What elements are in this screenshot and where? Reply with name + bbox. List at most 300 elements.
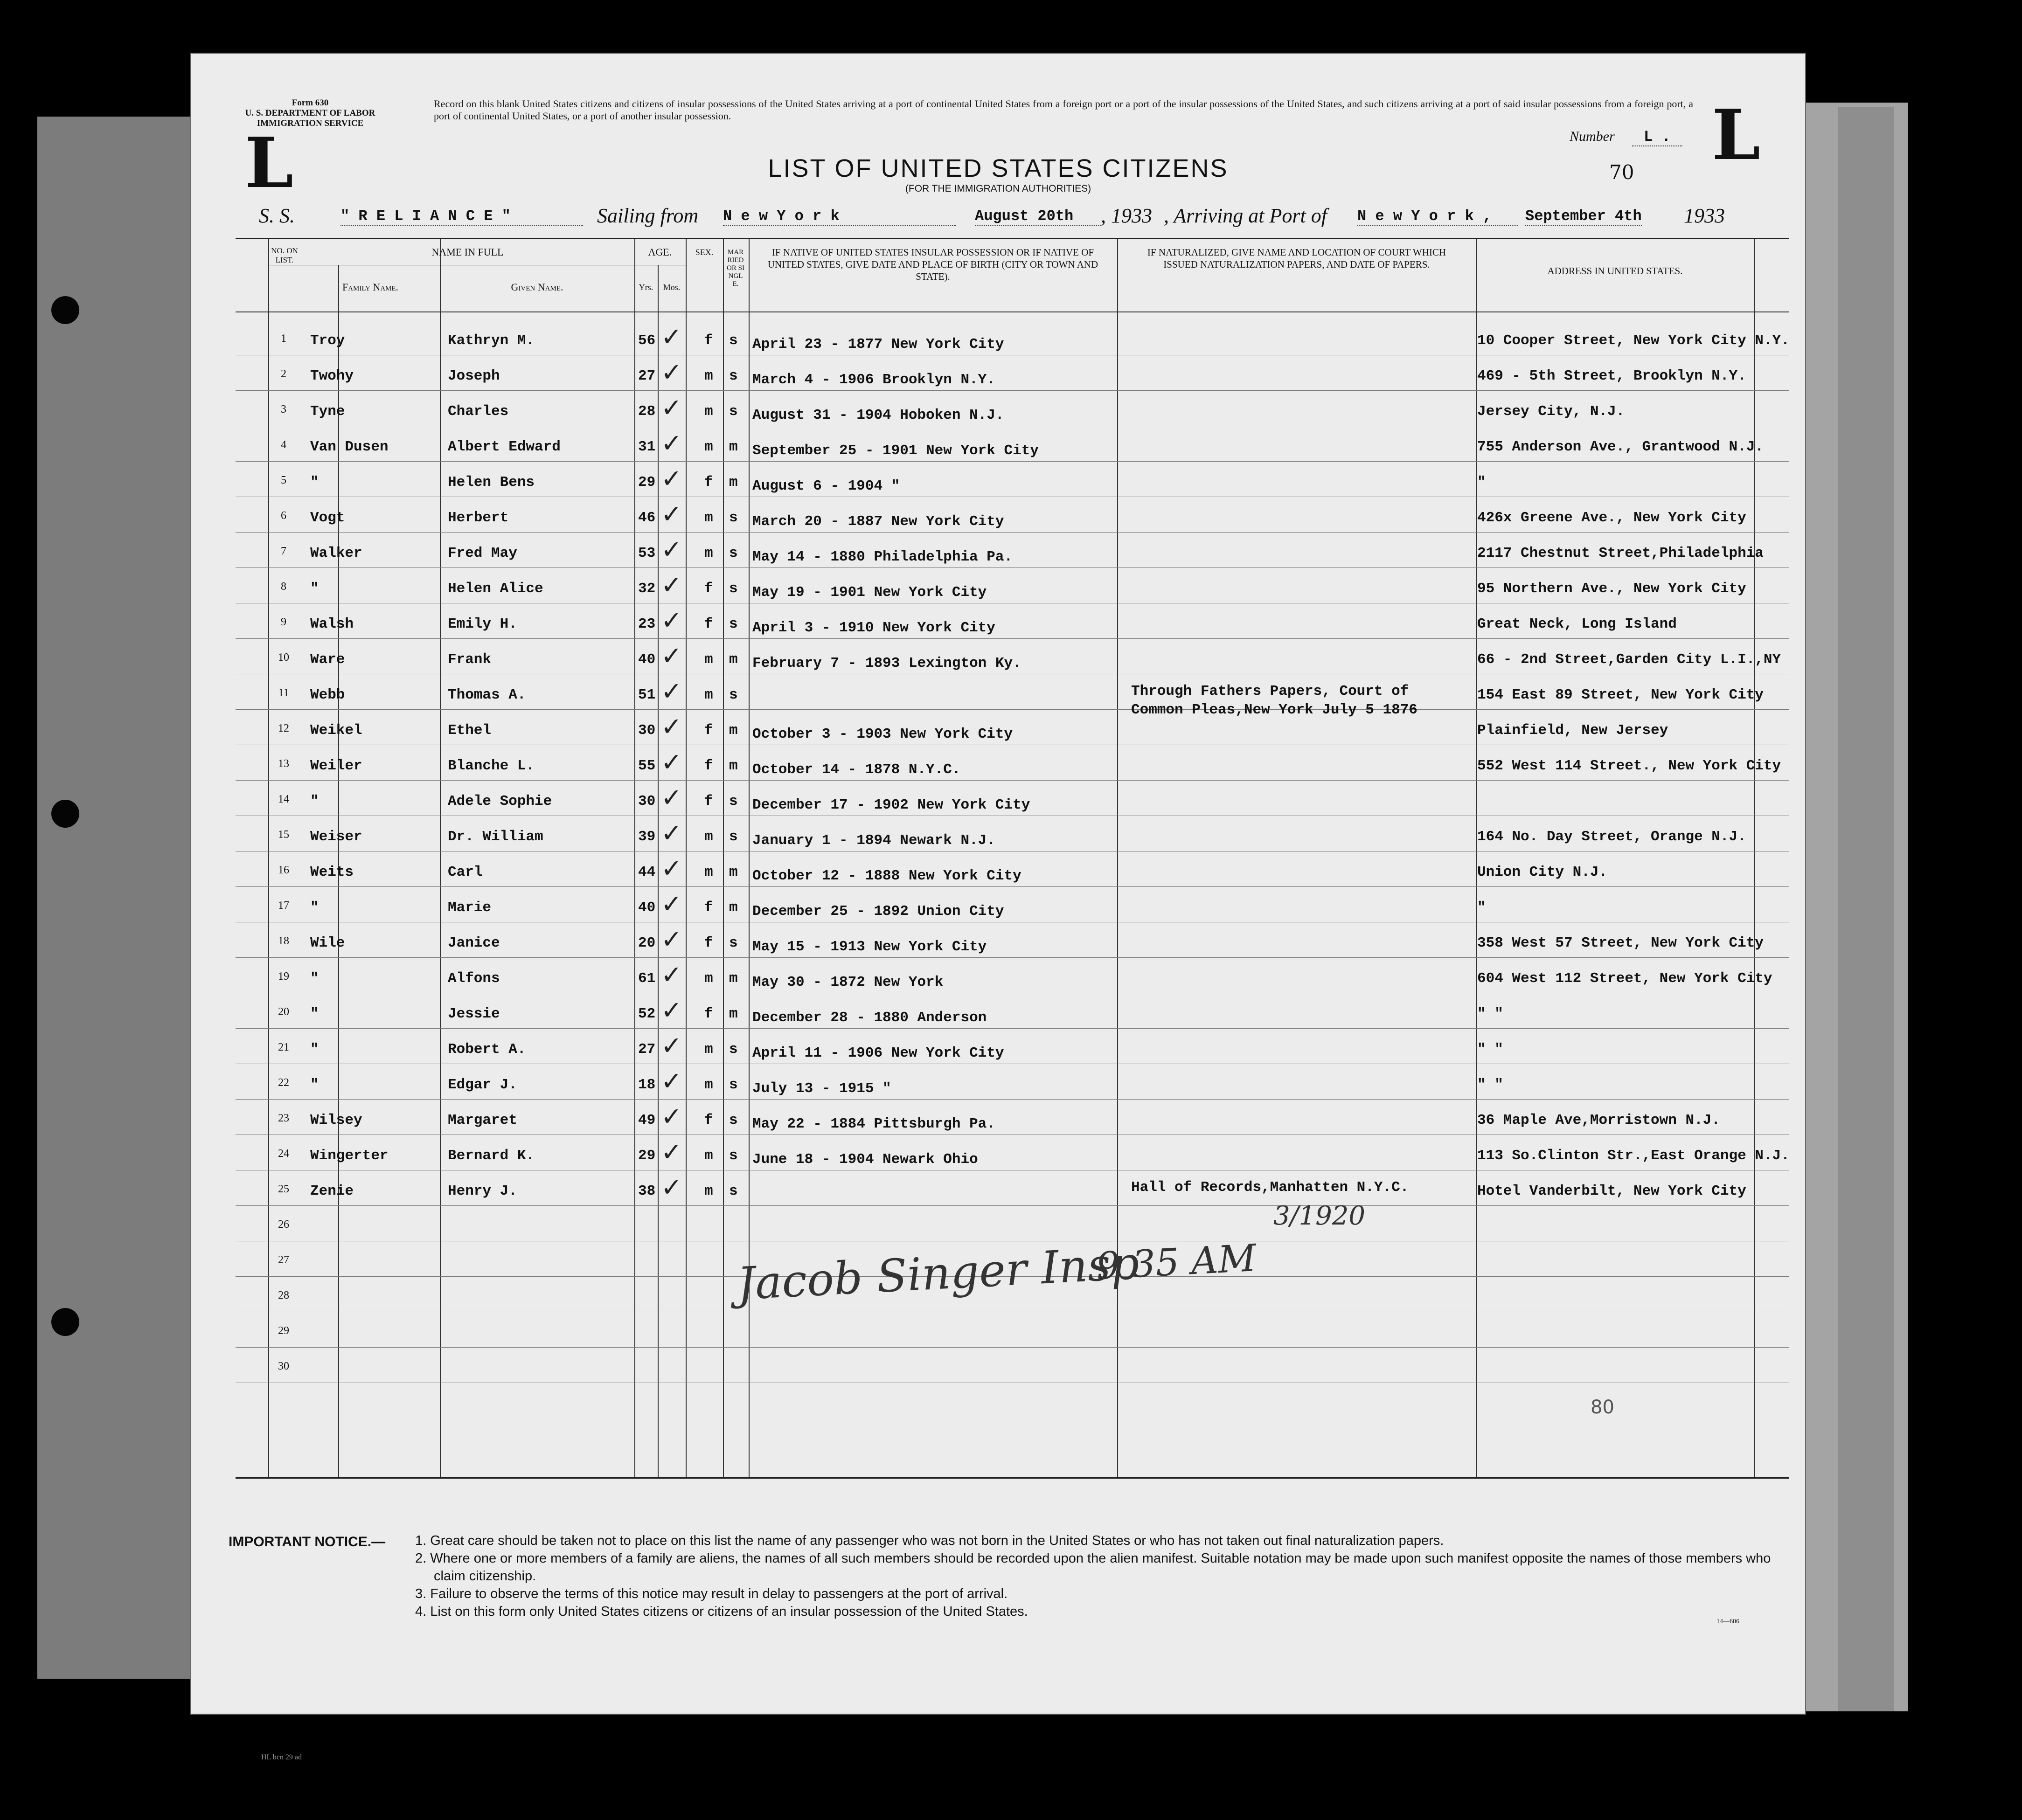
cell-no: 2 — [281, 368, 286, 380]
cell-sex: m — [704, 864, 713, 880]
page-title: LIST OF UNITED STATES CITIZENS — [768, 154, 1229, 182]
cell-family: Tyne — [310, 403, 345, 420]
cell-addr: 358 West 57 Street, New York City — [1477, 935, 1764, 951]
cell-age: 28 — [638, 403, 656, 420]
cell-sex: m — [704, 545, 713, 561]
cell-sex: m — [704, 970, 713, 987]
sailing-label: Sailing from — [597, 204, 699, 227]
notice-item: 3. Failure to observe the terms of this notice may result in delay to passengers at the port of arrival. — [415, 1586, 1008, 1601]
cell-ms: s — [729, 829, 738, 845]
cell-age: 29 — [638, 1148, 656, 1164]
cell-naturalized: Through Fathers Papers, Court of Common Pleas,New York July 5 1876 — [1131, 683, 1417, 718]
cell-age: 52 — [638, 1006, 656, 1022]
cell-age: 53 — [638, 545, 656, 561]
cell-family: Ware — [310, 651, 345, 668]
cell-no: 16 — [278, 864, 289, 876]
cell-addr: Plainfield, New Jersey — [1477, 722, 1668, 739]
check-mark-icon: ✓ — [661, 747, 682, 777]
page-subtitle: (FOR THE IMMIGRATION AUTHORITIES) — [905, 183, 1091, 194]
cell-age: 27 — [638, 368, 656, 384]
cell-addr: 66 - 2nd Street,Garden City L.I.,NY — [1477, 651, 1781, 668]
cell-family: " — [310, 970, 319, 987]
check-mark-icon: ✓ — [661, 996, 682, 1025]
cell-sex: m — [704, 368, 713, 384]
cell-age: 40 — [638, 900, 656, 916]
cell-no: 25 — [278, 1183, 289, 1195]
header-rule — [236, 311, 1789, 312]
cell-addr: 95 Northern Ave., New York City — [1477, 581, 1746, 597]
instructions-text: Record on this blank United States citizens and citizens of insular possessions of the United States arriving at a port of continental United States from a foreign port or a port of the insular possessions of the United States, and such citizens arriving at a port of said insular possessions from a foreign port, a port of continental United States, or a port of another insular possession. — [434, 98, 1693, 122]
cell-no: 18 — [278, 935, 289, 947]
cell-birth: August 6 - 1904 " — [752, 478, 900, 494]
check-mark-icon: ✓ — [661, 818, 682, 848]
cell-age: 23 — [638, 616, 656, 632]
cell-birth: March 4 - 1906 Brooklyn N.Y. — [752, 372, 995, 388]
cell-family: " — [310, 1006, 319, 1022]
cell-no: 1 — [281, 332, 286, 345]
cell-no: 19 — [278, 970, 289, 983]
notice-title: IMPORTANT NOTICE.— — [229, 1534, 386, 1550]
check-mark-icon: ✓ — [661, 570, 682, 600]
check-mark-icon: ✓ — [661, 1031, 682, 1060]
row-rule — [236, 1205, 1789, 1206]
col-header-yrs: Yrs. — [639, 283, 653, 292]
cell-sex: f — [704, 758, 713, 774]
cell-no: 22 — [278, 1077, 289, 1089]
cell-addr: 469 - 5th Street, Brooklyn N.Y. — [1477, 368, 1746, 384]
cell-family: Webb — [310, 687, 345, 703]
check-mark-icon: ✓ — [661, 925, 682, 954]
check-mark-icon: ✓ — [661, 1102, 682, 1131]
cell-no: 7 — [281, 545, 286, 557]
cell-given: Joseph — [448, 368, 500, 384]
col-rule — [1117, 239, 1118, 1477]
inspection-time: 9 35 AM — [1095, 1236, 1258, 1288]
col-header-mos: Mos. — [663, 283, 681, 292]
cell-addr: 10 Cooper Street, New York City N.Y. — [1477, 332, 1790, 349]
cell-ms: s — [729, 368, 738, 384]
cell-ms: s — [729, 1077, 738, 1093]
col-rule — [1754, 239, 1755, 1477]
cell-no: 13 — [278, 758, 289, 770]
cell-age: 30 — [638, 793, 656, 810]
cell-no: 4 — [281, 439, 286, 451]
cell-ms: m — [729, 722, 738, 739]
cell-family: " — [310, 581, 319, 597]
cell-no: 24 — [278, 1148, 289, 1160]
cell-sex: f — [704, 474, 713, 491]
cell-addr: 2117 Chestnut Street,Philadelphia — [1477, 545, 1764, 561]
cell-no: 15 — [278, 829, 289, 841]
handwritten-date: 3/1920 — [1273, 1201, 1366, 1231]
cell-no: 12 — [278, 722, 289, 734]
col-header-married: MARRIED OR SINGLE. — [727, 249, 744, 288]
check-mark-icon: ✓ — [661, 322, 682, 352]
check-mark-icon: ✓ — [661, 499, 682, 529]
cell-birth: May 19 - 1901 New York City — [752, 584, 987, 601]
cell-given: Blanche L. — [448, 758, 535, 774]
cell-family: Weiler — [310, 758, 362, 774]
check-mark-icon: ✓ — [661, 429, 682, 458]
cell-ms: s — [729, 332, 738, 349]
cell-given: Robert A. — [448, 1041, 526, 1058]
list-letter-right: L — [1712, 94, 1761, 175]
cell-addr: Union City N.J. — [1477, 864, 1608, 880]
check-mark-icon: ✓ — [661, 606, 682, 635]
cell-age: 44 — [638, 864, 656, 880]
cell-no: 20 — [278, 1006, 289, 1018]
inspector-signature: Jacob Singer Insp — [736, 1237, 1141, 1310]
cell-family: " — [310, 793, 319, 810]
cell-addr: 552 West 114 Street., New York City — [1477, 758, 1781, 774]
cell-family: Troy — [310, 332, 345, 349]
cell-addr: Hotel Vanderbilt, New York City — [1477, 1183, 1746, 1199]
cell-sex: m — [704, 1183, 713, 1199]
cell-addr: " " — [1477, 1006, 1503, 1022]
row-rule — [236, 638, 1789, 639]
check-mark-icon: ✓ — [661, 464, 682, 493]
check-mark-icon: ✓ — [661, 889, 682, 919]
cell-birth: April 23 - 1877 New York City — [752, 336, 1004, 353]
check-mark-icon: ✓ — [661, 783, 682, 812]
service-label: IMMIGRATION SERVICE — [257, 118, 364, 128]
cell-ms: m — [729, 758, 738, 774]
row-rule — [236, 957, 1789, 958]
cell-ms: s — [729, 403, 738, 420]
cell-age: 55 — [638, 758, 656, 774]
cell-given: Adele Sophie — [448, 793, 552, 810]
col-rule — [1476, 239, 1477, 1477]
row-rule — [236, 1099, 1789, 1100]
number-label — [1570, 128, 1682, 145]
check-mark-icon: ✓ — [661, 641, 682, 671]
cell-addr: " — [1477, 474, 1486, 491]
cell-ms: m — [729, 651, 738, 668]
cell-sex: m — [704, 439, 713, 455]
cell-sex: f — [704, 616, 713, 632]
cell-given: Carl — [448, 864, 483, 880]
cell-family: Weikel — [310, 722, 362, 739]
cell-addr: 604 West 112 Street, New York City — [1477, 970, 1772, 987]
check-mark-icon: ✓ — [661, 1173, 682, 1202]
cell-birth: December 17 - 1902 New York City — [752, 797, 1030, 813]
cell-no: 29 — [278, 1325, 289, 1337]
cell-sex: f — [704, 332, 713, 349]
check-mark-icon: ✓ — [661, 1066, 682, 1096]
cell-sex: m — [704, 510, 713, 526]
back-sheet-far-right — [1838, 107, 1894, 1711]
cell-ms: m — [729, 474, 738, 491]
cell-sex: f — [704, 1112, 713, 1128]
cell-no: 28 — [278, 1289, 289, 1301]
list-letter-left: L — [245, 122, 294, 203]
cell-ms: s — [729, 935, 738, 951]
cell-no: 6 — [281, 510, 286, 522]
cell-addr: 164 No. Day Street, Orange N.J. — [1477, 829, 1746, 845]
cell-ms: s — [729, 793, 738, 810]
cell-given: Margaret — [448, 1112, 517, 1128]
cell-sex: m — [704, 651, 713, 668]
cell-ms: s — [729, 687, 738, 703]
number-label-text: Number — [1570, 129, 1615, 144]
cell-birth: October 3 - 1903 New York City — [752, 726, 1013, 742]
binder-hole — [51, 296, 79, 324]
cell-addr: Great Neck, Long Island — [1477, 616, 1677, 632]
cell-age: 61 — [638, 970, 656, 987]
cell-age: 40 — [638, 651, 656, 668]
cell-birth: October 14 - 1878 N.Y.C. — [752, 761, 961, 778]
cell-no: 8 — [281, 581, 286, 593]
col-rule — [634, 239, 635, 1477]
number-value: L . — [1632, 128, 1682, 146]
row-rule — [236, 567, 1789, 568]
cell-age: 27 — [638, 1041, 656, 1058]
cell-addr: 755 Anderson Ave., Grantwood N.J. — [1477, 439, 1764, 455]
cell-family: Walsh — [310, 616, 354, 632]
col-header-address: ADDRESS IN UNITED STATES. — [1547, 265, 1683, 277]
cell-ms: s — [729, 510, 738, 526]
cell-given: Henry J. — [448, 1183, 517, 1199]
check-mark-icon: ✓ — [661, 712, 682, 741]
cell-sex: f — [704, 793, 713, 810]
to-port: N e w Y o r k , — [1357, 208, 1518, 226]
check-mark-icon: ✓ — [661, 358, 682, 387]
cell-no: 21 — [278, 1041, 289, 1053]
cell-given: Charles — [448, 403, 509, 420]
cell-no: 17 — [278, 900, 289, 912]
notice-item: 4. List on this form only United States citizens or citizens of an insular possession of the United States. — [415, 1604, 1028, 1619]
col-rule — [723, 239, 724, 1477]
cell-sex: m — [704, 829, 713, 845]
cell-given: Marie — [448, 900, 492, 916]
check-mark-icon: ✓ — [661, 677, 682, 706]
cell-given: Alfons — [448, 970, 500, 987]
binder-hole — [51, 1308, 79, 1336]
row-rule — [236, 1028, 1789, 1029]
cell-family: " — [310, 900, 319, 916]
cell-ms: s — [729, 616, 738, 632]
check-mark-icon: ✓ — [661, 535, 682, 564]
cell-age: 32 — [638, 581, 656, 597]
cell-family: " — [310, 474, 319, 491]
cell-family: Weiser — [310, 829, 362, 845]
cell-sex: m — [704, 1077, 713, 1093]
cell-ms: m — [729, 1006, 738, 1022]
stamp-number: 80 — [1591, 1397, 1614, 1418]
cell-birth: May 15 - 1913 New York City — [752, 939, 987, 955]
cell-no: 11 — [278, 687, 289, 699]
cell-given: Kathryn M. — [448, 332, 535, 349]
col-header-naturalized: IF NATURALIZED, GIVE NAME AND LOCATION OF COURT WHICH ISSUED NATURALIZATION PAPERS, AND DATE OF PAPERS. — [1147, 247, 1446, 270]
cell-given: Fred May — [448, 545, 517, 561]
cell-given: Frank — [448, 651, 492, 668]
col-header-birth: IF NATIVE OF UNITED STATES INSULAR POSSESSION OR IF NATIVE OF UNITED STATES, GIVE DATE AND PLACE OF BIRTH (CITY OR TOWN AND STATE). — [767, 247, 1098, 282]
cell-sex: f — [704, 581, 713, 597]
cell-given: Helen Bens — [448, 474, 535, 491]
cell-birth: June 18 - 1904 Newark Ohio — [752, 1151, 978, 1168]
cell-ms: m — [729, 439, 738, 455]
cell-family: Weits — [310, 864, 354, 880]
cell-age: 56 — [638, 332, 656, 349]
cell-addr: " " — [1477, 1041, 1503, 1058]
cell-ms: m — [729, 970, 738, 987]
cell-birth: August 31 - 1904 Hoboken N.J. — [752, 407, 1004, 423]
cell-addr: 113 So.Clinton Str.,East Orange N.J. — [1477, 1148, 1790, 1164]
check-mark-icon: ✓ — [661, 393, 682, 422]
row-rule — [236, 709, 1789, 710]
check-mark-icon: ✓ — [661, 854, 682, 883]
cell-age: 38 — [638, 1183, 656, 1199]
col-header-family: Family Name. — [342, 281, 399, 293]
cell-given: Emily H. — [448, 616, 517, 632]
col-rule — [658, 265, 659, 1477]
cell-ms: s — [729, 1148, 738, 1164]
check-mark-icon: ✓ — [661, 960, 682, 990]
cell-age: 39 — [638, 829, 656, 845]
cell-birth: April 3 - 1910 New York City — [752, 620, 995, 636]
cell-sex: f — [704, 722, 713, 739]
cell-family: Wingerter — [310, 1148, 389, 1164]
cell-given: Thomas A. — [448, 687, 526, 703]
cell-given: Edgar J. — [448, 1077, 517, 1093]
cell-addr: 36 Maple Ave,Morristown N.J. — [1477, 1112, 1720, 1128]
col-rule — [440, 239, 441, 1477]
cell-birth: October 12 - 1888 New York City — [752, 868, 1021, 884]
col-header-sex: SEX. — [695, 248, 714, 257]
cell-addr: Jersey City, N.J. — [1477, 403, 1625, 420]
form-number: Form 630 — [292, 98, 329, 108]
cell-sex: f — [704, 935, 713, 951]
col-header-given: Given Name. — [511, 281, 563, 293]
cell-age: 30 — [638, 722, 656, 739]
row-rule — [236, 390, 1789, 391]
cell-birth: May 14 - 1880 Philadelphia Pa. — [752, 549, 1013, 565]
arrive-year: 1933 — [1684, 204, 1725, 227]
cell-age: 18 — [638, 1077, 656, 1093]
notice-item: 1. Great care should be taken not to place on this list the name of any passenger who was not born in the United States or who has not taken out final naturalization papers. — [415, 1533, 1444, 1548]
cell-no: 26 — [278, 1218, 289, 1231]
cell-birth: May 22 - 1884 Pittsburgh Pa. — [752, 1116, 995, 1132]
cell-family: Van Dusen — [310, 439, 389, 455]
cell-addr: " " — [1477, 1077, 1503, 1093]
cell-no: 30 — [278, 1360, 289, 1372]
cell-no: 9 — [281, 616, 286, 628]
cell-ms: s — [729, 1041, 738, 1058]
sail-year: , 1933 — [1101, 204, 1152, 227]
cell-birth: September 25 - 1901 New York City — [752, 443, 1039, 459]
ship-name: " R E L I A N C E " — [340, 208, 583, 226]
cell-no: 27 — [278, 1254, 289, 1266]
cell-no: 3 — [281, 403, 286, 415]
row-rule — [236, 886, 1789, 887]
check-mark-icon: ✓ — [661, 1137, 682, 1167]
from-port: N e w Y o r k — [723, 208, 956, 226]
cell-family: " — [310, 1077, 319, 1093]
row-rule — [236, 780, 1789, 781]
cell-ms: s — [729, 1112, 738, 1128]
cell-sex: m — [704, 403, 713, 420]
cell-birth: December 25 - 1892 Union City — [752, 903, 1004, 920]
cell-ms: s — [729, 581, 738, 597]
cell-sex: m — [704, 1041, 713, 1058]
arrive-date: September 4th — [1525, 208, 1642, 225]
handwritten-page-number: 70 — [1609, 161, 1634, 184]
cell-family: " — [310, 1041, 319, 1058]
cell-family: Walker — [310, 545, 362, 561]
cell-age: 20 — [638, 935, 656, 951]
cell-birth: May 30 - 1872 New York — [752, 974, 944, 990]
notice-item: 2. Where one or more members of a family are aliens, the names of all such members should be recorded upon the alien manifest. Suitable notation may be made upon such manifest opposite the names of those members who claim citizenship. — [415, 1551, 1771, 1584]
voyage-line — [191, 204, 1805, 227]
sail-date: August 20th — [975, 208, 1101, 226]
cell-given: Jessie — [448, 1006, 500, 1022]
cell-birth: April 11 - 1906 New York City — [752, 1045, 1004, 1061]
cell-addr: 154 East 89 Street, New York City — [1477, 687, 1764, 703]
cell-birth: January 1 - 1894 Newark N.J. — [752, 832, 995, 849]
cell-given: Herbert — [448, 510, 509, 526]
cell-age: 51 — [638, 687, 656, 703]
cell-sex: m — [704, 687, 713, 703]
cell-age: 29 — [638, 474, 656, 491]
cell-given: Dr. William — [448, 829, 543, 845]
cell-birth: March 20 - 1887 New York City — [752, 513, 1004, 530]
cell-given: Helen Alice — [448, 581, 543, 597]
cell-age: 31 — [638, 439, 656, 455]
cell-no: 14 — [278, 793, 289, 805]
bottom-reference: HL bcn 29 ad — [261, 1753, 302, 1761]
cell-ms: s — [729, 1183, 738, 1199]
cell-family: Zenie — [310, 1183, 354, 1199]
cell-addr: " — [1477, 900, 1486, 916]
cell-family: Wile — [310, 935, 345, 951]
cell-given: Janice — [448, 935, 500, 951]
cell-family: Wilsey — [310, 1112, 362, 1128]
ss-label: S. S. — [259, 204, 295, 227]
cell-family: Twohy — [310, 368, 354, 384]
arriving-label: , Arriving at Port of — [1164, 204, 1327, 227]
row-rule — [236, 1347, 1789, 1348]
cell-no: 5 — [281, 474, 286, 486]
cell-given: Bernard K. — [448, 1148, 535, 1164]
cell-given: Ethel — [448, 722, 492, 739]
cell-ms: s — [729, 545, 738, 561]
cell-ms: m — [729, 900, 738, 916]
cell-sex: f — [704, 1006, 713, 1022]
cell-given: Albert Edward — [448, 439, 561, 455]
col-header-no: NO. ON LIST. — [271, 246, 298, 264]
back-sheet-left — [37, 117, 205, 1679]
row-rule — [236, 461, 1789, 462]
cell-birth: December 28 - 1880 Anderson — [752, 1010, 987, 1026]
col-header-age: AGE. — [648, 246, 672, 258]
col-header-name: NAME IN FULL — [431, 246, 504, 258]
cell-no: 23 — [278, 1112, 289, 1124]
cell-naturalized: Hall of Records,Manhatten N.Y.C. — [1131, 1179, 1409, 1196]
col-rule — [686, 239, 687, 1477]
cell-age: 46 — [638, 510, 656, 526]
cell-birth: July 13 - 1915 " — [752, 1080, 891, 1097]
row-rule — [236, 532, 1789, 533]
cell-sex: m — [704, 1148, 713, 1164]
cell-sex: f — [704, 900, 713, 916]
cell-addr: 426x Greene Ave., New York City — [1477, 510, 1746, 526]
manifest-page — [191, 54, 1805, 1714]
binder-hole — [51, 800, 79, 828]
cell-no: 10 — [278, 651, 289, 664]
cell-birth: February 7 - 1893 Lexington Ky. — [752, 655, 1021, 671]
cell-ms: m — [729, 864, 738, 880]
department-label: U. S. DEPARTMENT OF LABOR — [245, 108, 375, 118]
